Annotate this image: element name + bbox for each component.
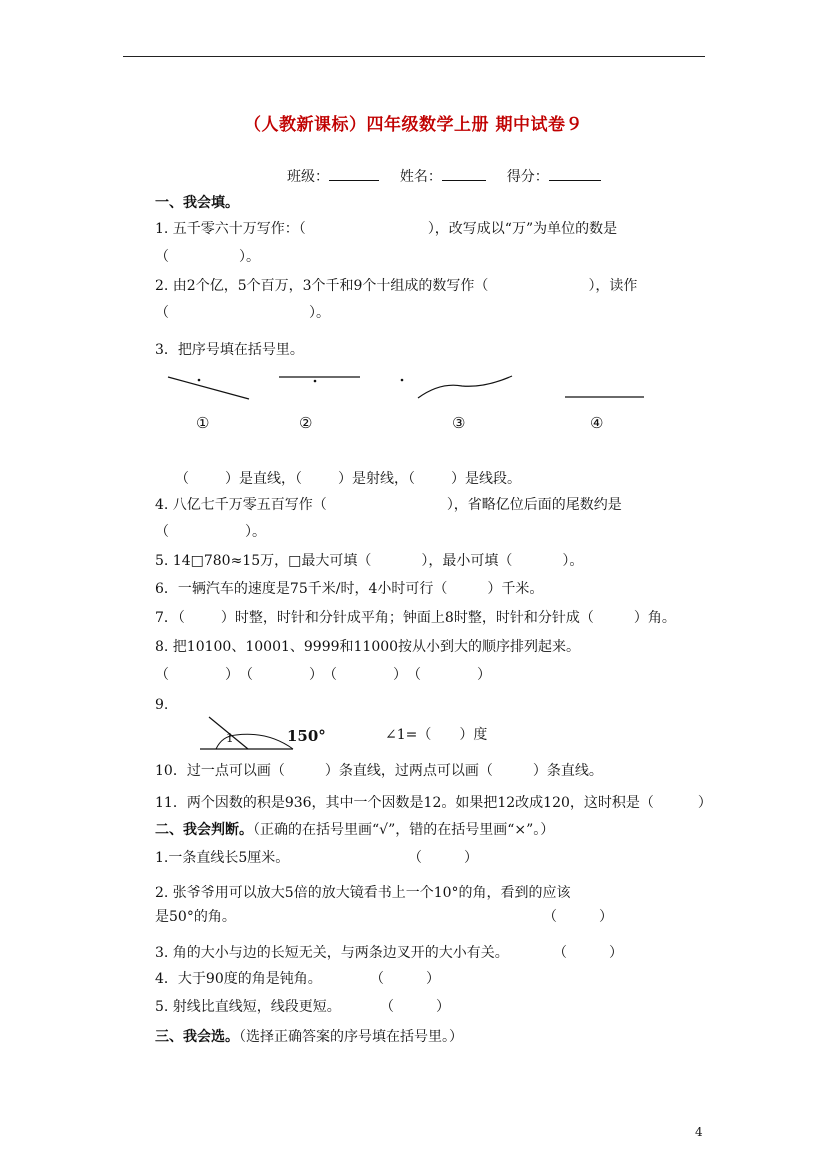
q7-text-c: ）角。 bbox=[633, 610, 676, 626]
question-8-text: 8. 把10100、10001、9999和11000按从小到大的顺序排列起来。 bbox=[155, 639, 581, 655]
class-label: 班级： bbox=[287, 169, 329, 185]
j1-text: 1.一条直线长5厘米。 bbox=[155, 850, 290, 866]
q4-text-d: ）。 bbox=[245, 524, 266, 540]
q3-ans-b: ）是直线，（ bbox=[225, 471, 302, 487]
q4-text-a: 4. 八亿七千万零五百写作（ bbox=[155, 497, 327, 513]
section-2-title: 二、我会判断。 bbox=[155, 822, 253, 838]
q11-text-a: 11．两个因数的积是936，其中一个因数是12。如果把12改成120，这时积是（ bbox=[155, 795, 654, 811]
section-2-note: （正确的在括号里画“√”，错的在括号里画“×”。） bbox=[253, 822, 555, 838]
question-10 bbox=[155, 761, 603, 781]
q1-text-d: ）。 bbox=[239, 249, 260, 265]
figure-label-1: ① bbox=[196, 414, 210, 432]
score-label: 得分： bbox=[506, 169, 549, 185]
exam-title: （人教新课标）四年级数学上册 期中试卷９ bbox=[244, 115, 583, 135]
q6-text-a: 6．一辆汽车的速度是75千米/时，4小时可行（ bbox=[155, 581, 448, 597]
q2-text-a: 2. 由2个亿，5个百万，3个千和9个十组成的数写作（ bbox=[155, 278, 489, 294]
name-label: 姓名： bbox=[399, 169, 442, 185]
angle-1-mark: 1 bbox=[226, 731, 234, 745]
figure-label-3: ③ bbox=[452, 414, 466, 432]
section-1-heading: 一、我会填。 bbox=[155, 195, 239, 211]
q4-text-c: （ bbox=[155, 524, 169, 540]
question-8-answers: （ ） （ ） （ ） （ ） bbox=[155, 667, 491, 683]
q6-text-b: ）千米。 bbox=[487, 581, 544, 597]
judge-2-line-2: 是50°的角。 bbox=[155, 909, 236, 925]
judge-3: 3. 角的大小与边的长短无关，与两条边叉开的大小有关。 bbox=[155, 945, 509, 961]
judge-2-line-1: 2. 张爷爷用可以放大5倍的放大镜看书上一个10°的角，看到的应该 bbox=[155, 885, 571, 901]
q11-text-b: ） bbox=[697, 795, 712, 811]
section-3-note: （选择正确答案的序号填在括号里。） bbox=[239, 1029, 463, 1045]
judge-3-bracket[interactable]: （ ） bbox=[553, 945, 623, 961]
q10-text-a: 10．过一点可以画（ bbox=[155, 763, 285, 779]
question-11 bbox=[155, 793, 712, 813]
section-3-heading bbox=[155, 1027, 463, 1047]
q4-text-b: ），省略亿位后面的尾数约是 bbox=[446, 497, 622, 513]
page-number: 4 bbox=[695, 1125, 703, 1139]
section-2-heading bbox=[155, 820, 554, 840]
q3-ans-c: ）是射线，（ bbox=[338, 471, 415, 487]
judge-4-bracket[interactable]: （ ） bbox=[370, 971, 440, 987]
judge-5-bracket[interactable]: （ ） bbox=[380, 999, 450, 1015]
q10-text-b: ）条直线，过两点可以画（ bbox=[324, 763, 493, 779]
angle-150-label: 150° bbox=[287, 727, 326, 745]
figure-label-2: ② bbox=[299, 414, 313, 432]
q10-text-c: ）条直线。 bbox=[532, 763, 603, 779]
q1-text-b: ），改写成以“万”为单位的数是 bbox=[427, 221, 618, 237]
q5-text-c: ）。 bbox=[562, 553, 584, 569]
figure-label-4: ④ bbox=[590, 414, 604, 432]
q3-ans-a: （ bbox=[175, 471, 189, 487]
section-3-title: 三、我会选。 bbox=[155, 1029, 239, 1045]
judge-1 bbox=[155, 848, 289, 868]
q2-text-c: （ bbox=[155, 305, 169, 321]
q5-text-a: 5. 14□780≈15万，□最大可填（ bbox=[155, 553, 372, 569]
q3-ans-d: ）是线段。 bbox=[451, 471, 521, 487]
judge-5: 5. 射线比直线短，线段更短。 bbox=[155, 999, 341, 1015]
q1-text-a: 1. 五千零六十万写作：（ bbox=[155, 221, 306, 237]
q1-text-c: （ bbox=[155, 249, 169, 265]
q7-text-a: 7．（ bbox=[155, 610, 185, 626]
q2-text-b: ），读作 bbox=[588, 278, 638, 294]
judge-4: 4．大于90度的角是钝角。 bbox=[155, 971, 322, 987]
judge-1-bracket[interactable]: （ ） bbox=[408, 850, 478, 866]
question-9-ask: ∠1=（ ）度 bbox=[385, 727, 488, 743]
question-9-number: 9. bbox=[155, 697, 169, 713]
q5-text-b: ），最小可填（ bbox=[421, 553, 513, 569]
judge-2-bracket[interactable]: （ ） bbox=[543, 909, 613, 925]
question-3-text: 3．把序号填在括号里。 bbox=[155, 342, 304, 358]
q7-text-b: ）时整，时针和分针成平角；钟面上8时整，时针和分针成（ bbox=[220, 610, 594, 626]
q2-text-d: ）。 bbox=[309, 305, 330, 321]
